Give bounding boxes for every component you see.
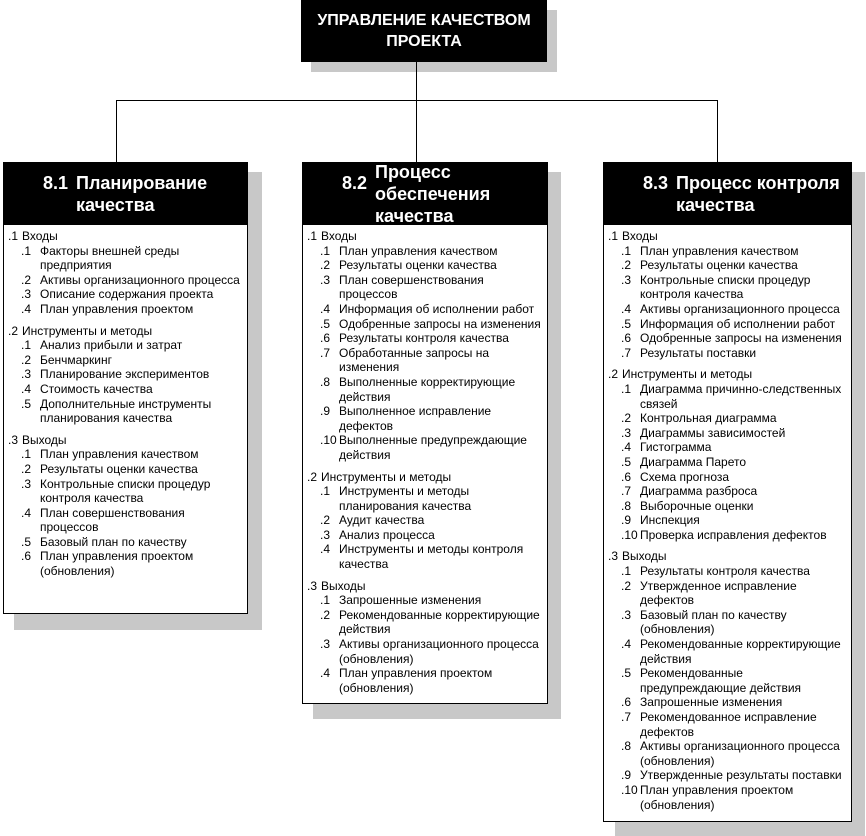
item-text: Описание содержания проекта bbox=[40, 287, 214, 302]
item-text: Инструменты и методы контроля качества bbox=[339, 542, 524, 572]
root-title-line1: УПРАВЛЕНИЕ КАЧЕСТВОМ bbox=[317, 12, 531, 29]
section-heading bbox=[608, 549, 847, 564]
item-text: Бенчмаркинг bbox=[40, 352, 112, 367]
list-item bbox=[608, 783, 847, 812]
list-item bbox=[608, 440, 847, 455]
item-number: .5 bbox=[621, 316, 632, 331]
section-number: .3 bbox=[608, 549, 619, 564]
section bbox=[608, 549, 847, 812]
item-text: Одобренные запросы на изменения bbox=[339, 316, 541, 331]
process-number: 8.2 bbox=[341, 173, 367, 193]
item-number: .2 bbox=[21, 272, 32, 287]
item-text: Аудит качества bbox=[339, 513, 425, 528]
item-text: Обработанные запросы на изменения bbox=[339, 345, 490, 375]
section-label: Выходы bbox=[321, 578, 366, 593]
list-item bbox=[608, 317, 847, 332]
item-number: .4 bbox=[21, 381, 32, 396]
item-text: Утвержденное исправление дефектов bbox=[640, 578, 797, 608]
list-item bbox=[8, 302, 243, 317]
item-number: .1 bbox=[21, 338, 32, 353]
item-text: Выборочные оценки bbox=[640, 498, 754, 513]
section bbox=[307, 470, 543, 572]
list-item bbox=[307, 433, 543, 462]
item-number: .5 bbox=[621, 454, 632, 469]
process-title: Процесс обеспечения качества bbox=[375, 162, 491, 226]
list-item bbox=[8, 447, 243, 462]
list-item bbox=[608, 499, 847, 514]
list-item bbox=[608, 579, 847, 608]
item-text: Результаты контроля качества bbox=[339, 331, 509, 346]
section-number: .1 bbox=[8, 229, 19, 243]
process-column-quality-control bbox=[603, 162, 852, 822]
item-text: План управления проектом (обновления) bbox=[40, 549, 194, 579]
root-connector bbox=[416, 62, 417, 100]
section bbox=[608, 229, 847, 360]
item-number: .10 bbox=[621, 782, 638, 797]
item-text: Запрошенные изменения bbox=[640, 695, 783, 710]
item-text: Дополнительные инструменты планирования качества bbox=[40, 396, 212, 426]
list-item bbox=[608, 695, 847, 710]
item-number: .5 bbox=[621, 666, 632, 681]
section-heading bbox=[608, 367, 847, 382]
item-number: .2 bbox=[21, 461, 32, 476]
list-item bbox=[307, 608, 543, 637]
list-item bbox=[307, 346, 543, 375]
item-text: Одобренные запросы на изменения bbox=[640, 331, 842, 346]
list-item bbox=[608, 346, 847, 361]
section-number: .1 bbox=[608, 229, 619, 243]
item-number: .9 bbox=[621, 768, 632, 783]
item-number: .1 bbox=[21, 447, 32, 462]
list-item bbox=[8, 506, 243, 535]
item-text: Утвержденные результаты поставки bbox=[640, 768, 842, 783]
item-number: .4 bbox=[621, 637, 632, 652]
item-text: Информация об исполнении работ bbox=[339, 301, 535, 316]
item-text: Активы организационного процесса bbox=[640, 301, 840, 316]
section-label: Входы bbox=[22, 229, 58, 243]
list-item bbox=[608, 528, 847, 543]
list-item bbox=[307, 244, 543, 259]
list-item bbox=[608, 739, 847, 768]
item-text: Проверка исправления дефектов bbox=[640, 527, 827, 542]
list-item bbox=[608, 382, 847, 411]
item-text: Контрольная диаграмма bbox=[640, 411, 777, 426]
item-number: .6 bbox=[320, 331, 331, 346]
item-text: План совершенствования процессов bbox=[40, 505, 185, 535]
branch-mid-connector bbox=[416, 100, 417, 162]
list-item bbox=[8, 353, 243, 368]
item-text: Рекомендованные корректирующие действия bbox=[640, 637, 841, 666]
process-title: Планирование качества bbox=[76, 173, 208, 215]
list-item bbox=[8, 338, 243, 353]
item-number: .4 bbox=[21, 301, 32, 316]
list-item bbox=[608, 666, 847, 695]
list-item bbox=[307, 404, 543, 433]
list-item bbox=[608, 608, 847, 637]
item-number: .8 bbox=[320, 374, 331, 389]
item-number: .3 bbox=[621, 607, 632, 622]
item-text: Информация об исполнении работ bbox=[640, 316, 836, 331]
item-number: .3 bbox=[21, 476, 32, 491]
process-number: 8.3 bbox=[642, 173, 668, 193]
item-text: Рекомендованное исправление дефектов bbox=[640, 710, 817, 739]
root-title-line2: ПРОЕКТА bbox=[386, 33, 462, 50]
item-text: Диаграмма разброса bbox=[640, 484, 758, 499]
item-text: Контрольные списки процедур контроля качества bbox=[640, 272, 811, 302]
section bbox=[8, 433, 243, 579]
section-label: Выходы bbox=[622, 549, 667, 564]
item-number: .4 bbox=[621, 301, 632, 316]
section-heading bbox=[307, 229, 543, 244]
item-text: Активы организационного процесса (обновления) bbox=[339, 637, 539, 666]
section-number: .3 bbox=[307, 578, 318, 593]
item-number: .2 bbox=[621, 578, 632, 593]
item-number: .2 bbox=[320, 258, 331, 273]
list-item bbox=[307, 513, 543, 528]
item-text: Активы организационного процесса (обновления) bbox=[640, 739, 840, 768]
branch-right-connector bbox=[717, 100, 718, 162]
column-body bbox=[303, 225, 547, 701]
list-item bbox=[608, 470, 847, 485]
item-number: .3 bbox=[320, 637, 331, 652]
list-item bbox=[307, 317, 543, 332]
item-text: План управления качеством bbox=[40, 447, 199, 462]
list-item bbox=[8, 244, 243, 273]
item-text: План управления проектом (обновления) bbox=[339, 666, 493, 695]
item-text: Инспекция bbox=[640, 513, 700, 528]
item-number: .7 bbox=[621, 345, 632, 360]
item-text: Инструменты и методы планирования качества bbox=[339, 484, 472, 513]
list-item bbox=[608, 426, 847, 441]
item-number: .1 bbox=[320, 243, 331, 258]
list-item bbox=[8, 477, 243, 506]
section bbox=[8, 324, 243, 426]
branch-connector bbox=[116, 100, 718, 101]
process-column-quality-planning bbox=[3, 162, 248, 614]
item-text: Контрольные списки процедур контроля качества bbox=[40, 476, 211, 506]
item-number: .10 bbox=[320, 433, 337, 448]
item-text: План управления проектом (обновления) bbox=[640, 782, 794, 812]
item-text: Схема прогноза bbox=[640, 469, 730, 484]
root-node bbox=[301, 0, 547, 62]
item-text: Запрошенные изменения bbox=[339, 593, 482, 608]
item-number: .3 bbox=[320, 272, 331, 287]
list-item bbox=[8, 535, 243, 550]
item-text: Диаграмма причинно-следственных связей bbox=[640, 381, 842, 411]
item-number: .3 bbox=[320, 527, 331, 542]
list-item bbox=[307, 484, 543, 513]
list-item bbox=[608, 637, 847, 666]
item-number: .2 bbox=[621, 258, 632, 273]
item-number: .1 bbox=[621, 381, 632, 396]
item-text: Базовый план по качеству (обновления) bbox=[640, 607, 787, 637]
column-header bbox=[303, 163, 547, 225]
item-number: .4 bbox=[320, 301, 331, 316]
list-item bbox=[608, 411, 847, 426]
item-number: .2 bbox=[320, 513, 331, 528]
list-item bbox=[8, 382, 243, 397]
list-item bbox=[608, 484, 847, 499]
item-text: Результаты оценки качества bbox=[40, 461, 198, 476]
section-heading bbox=[608, 229, 847, 244]
item-number: .1 bbox=[320, 484, 331, 499]
item-number: .5 bbox=[21, 396, 32, 411]
item-number: .6 bbox=[621, 331, 632, 346]
list-item bbox=[307, 637, 543, 666]
section-number: .2 bbox=[8, 323, 19, 338]
item-number: .7 bbox=[621, 710, 632, 724]
item-text: Базовый план по качеству bbox=[40, 534, 187, 549]
section-label: Выходы bbox=[22, 432, 67, 447]
section bbox=[307, 229, 543, 463]
item-text: Диаграммы зависимостей bbox=[640, 425, 786, 440]
section-heading bbox=[8, 433, 243, 448]
section-heading bbox=[8, 324, 243, 339]
item-number: .9 bbox=[621, 513, 632, 528]
list-item bbox=[8, 287, 243, 302]
section bbox=[608, 367, 847, 542]
item-number: .10 bbox=[621, 527, 638, 542]
list-item bbox=[8, 549, 243, 578]
list-item bbox=[307, 331, 543, 346]
item-number: .1 bbox=[320, 593, 331, 608]
list-item bbox=[8, 397, 243, 426]
item-number: .4 bbox=[320, 666, 331, 681]
item-text: Активы организационного процесса bbox=[40, 272, 240, 287]
list-item bbox=[307, 593, 543, 608]
section-label: Инструменты и методы bbox=[622, 367, 753, 382]
item-number: .7 bbox=[320, 345, 331, 360]
list-item bbox=[608, 273, 847, 302]
item-text: Гистограмма bbox=[640, 440, 712, 455]
item-number: .4 bbox=[21, 505, 32, 520]
list-item bbox=[608, 244, 847, 259]
item-text: Факторы внешней среды предприятия bbox=[40, 243, 180, 273]
section-label: Инструменты и методы bbox=[321, 469, 452, 484]
section-heading bbox=[307, 470, 543, 485]
item-text: Анализ процесса bbox=[339, 527, 435, 542]
item-number: .9 bbox=[320, 404, 331, 419]
list-item bbox=[608, 513, 847, 528]
item-text: Стоимость качества bbox=[40, 381, 153, 396]
item-number: .4 bbox=[320, 542, 331, 557]
item-text: Выполненное исправление дефектов bbox=[339, 404, 492, 433]
item-number: .2 bbox=[320, 607, 331, 622]
item-text: Выполненные предупреждающие действия bbox=[339, 433, 527, 462]
list-item bbox=[608, 564, 847, 579]
section-label: Входы bbox=[321, 229, 357, 243]
item-number: .1 bbox=[621, 243, 632, 258]
item-number: .1 bbox=[621, 564, 632, 579]
item-number: .3 bbox=[621, 272, 632, 287]
item-number: .8 bbox=[621, 498, 632, 513]
item-number: .3 bbox=[21, 287, 32, 302]
list-item bbox=[307, 542, 543, 571]
item-text: Рекомендованные предупреждающие действия bbox=[640, 666, 802, 695]
section-number: .1 bbox=[307, 229, 318, 243]
item-text: Диаграмма Парето bbox=[640, 454, 747, 469]
section-number: .3 bbox=[8, 432, 19, 447]
item-text: Результаты оценки качества bbox=[339, 258, 497, 273]
item-number: .2 bbox=[621, 411, 632, 426]
section-label: Инструменты и методы bbox=[22, 323, 153, 338]
process-column-quality-assurance bbox=[302, 162, 548, 704]
process-title: Процесс контроля качества bbox=[676, 173, 840, 215]
section bbox=[307, 579, 543, 696]
list-item bbox=[8, 367, 243, 382]
item-number: .2 bbox=[21, 352, 32, 367]
list-item bbox=[307, 273, 543, 302]
item-text: Анализ прибыли и затрат bbox=[40, 338, 183, 353]
list-item bbox=[307, 375, 543, 404]
list-item bbox=[608, 455, 847, 470]
list-item bbox=[307, 528, 543, 543]
item-text: Планирование экспериментов bbox=[40, 367, 210, 382]
list-item bbox=[8, 462, 243, 477]
list-item bbox=[307, 258, 543, 273]
list-item bbox=[608, 258, 847, 273]
list-item bbox=[608, 710, 847, 739]
item-number: .5 bbox=[21, 534, 32, 549]
item-text: План управления качеством bbox=[339, 243, 498, 258]
column-body bbox=[4, 225, 247, 585]
list-item bbox=[307, 666, 543, 695]
list-item bbox=[608, 768, 847, 783]
column-header bbox=[604, 163, 851, 225]
branch-left-connector bbox=[116, 100, 117, 162]
item-number: .6 bbox=[621, 695, 632, 710]
item-text: Рекомендованные корректирующие действия bbox=[339, 607, 540, 637]
item-text: План управления проектом bbox=[40, 301, 194, 316]
section bbox=[8, 229, 243, 317]
item-text: Выполненные корректирующие действия bbox=[339, 374, 516, 404]
item-text: Результаты контроля качества bbox=[640, 564, 810, 579]
section-number: .2 bbox=[608, 367, 619, 382]
item-number: .7 bbox=[621, 484, 632, 499]
process-number: 8.1 bbox=[42, 173, 68, 193]
item-text: Результаты поставки bbox=[640, 345, 757, 360]
item-number: .1 bbox=[21, 243, 32, 258]
list-item bbox=[8, 273, 243, 288]
list-item bbox=[307, 302, 543, 317]
list-item bbox=[608, 331, 847, 346]
item-text: План совершенствования процессов bbox=[339, 272, 484, 302]
item-number: .6 bbox=[621, 469, 632, 484]
section-heading bbox=[307, 579, 543, 594]
list-item bbox=[608, 302, 847, 317]
item-number: .3 bbox=[621, 425, 632, 440]
item-number: .6 bbox=[21, 549, 32, 564]
column-body bbox=[604, 225, 851, 818]
item-text: План управления качеством bbox=[640, 243, 799, 258]
item-number: .4 bbox=[621, 440, 632, 455]
item-number: .8 bbox=[621, 739, 632, 754]
item-number: .3 bbox=[21, 367, 32, 382]
column-header bbox=[4, 163, 247, 225]
section-heading bbox=[8, 229, 243, 244]
item-number: .5 bbox=[320, 316, 331, 331]
section-number: .2 bbox=[307, 469, 318, 484]
section-label: Входы bbox=[622, 229, 658, 243]
item-text: Результаты оценки качества bbox=[640, 258, 798, 273]
